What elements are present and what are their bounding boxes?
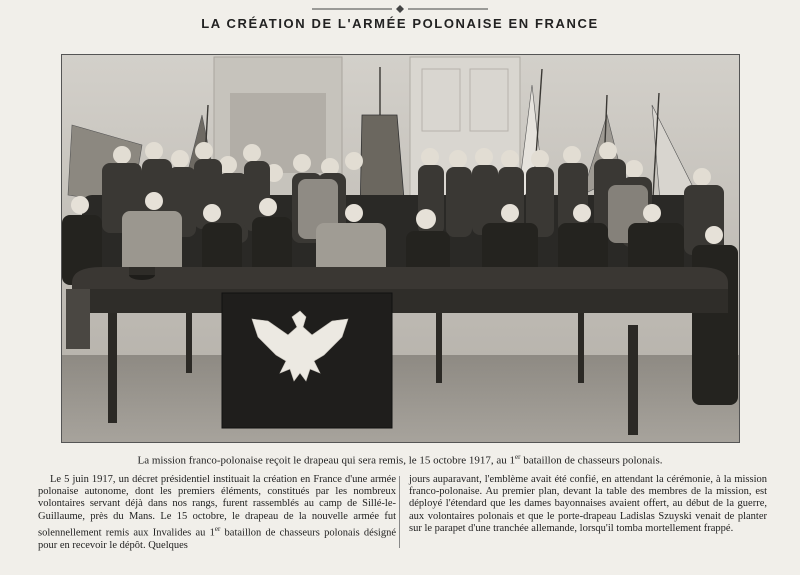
column-divider	[399, 476, 400, 548]
page-title: LA CRÉATION DE L'ARMÉE POLONAISE EN FRANCE	[201, 16, 599, 31]
article-superscript: er	[214, 524, 221, 533]
caption-superscript: er	[515, 453, 521, 461]
caption-text: La mission franco-polonaise reçoit le drapeau qui sera remis, le 15 octobre 1917, au 1	[137, 454, 516, 467]
article-column-right: jours auparavant, l'emblème avait été confié, en attendant la cérémonie, à la mission franco-polonaise. Au premier plan, devant la table des membres de la mission, est déployé l'étendard que les dames bayonnaises avaient offert, au début de la guerre, aux volontaires polonais et que le porte-drapeau Ladislas Szuyski venait de planter sur le parapet d'une tranchée allemande, lorsqu'il tomba mortellement frappé.	[409, 474, 767, 534]
article-text-left-part2: bataillon de chasseurs polonais désigné pour en recevoir le dépôt. Quelques	[38, 527, 397, 551]
article-column-left	[38, 474, 396, 552]
photograph-illustration	[62, 55, 739, 442]
article-text-left-part1: Le 5 juin 1917, un décret présidentiel instituait la création en France d'une armée polonaise autonome, dont les premiers éléments, constitués par les nombreux volontaires servant déjà dans nos rangs, furent rassemblés au camp de Sillé-le-Guillaume, près du Mans. Le 15 octobre, le drapeau de la nouvelle armée fut solennellement remis aux Invalides au 1	[38, 474, 396, 539]
photograph	[61, 54, 740, 443]
caption-text-end: bataillon de chasseurs polonais.	[520, 454, 663, 467]
header-ornament	[312, 5, 488, 13]
photo-caption	[0, 453, 800, 467]
